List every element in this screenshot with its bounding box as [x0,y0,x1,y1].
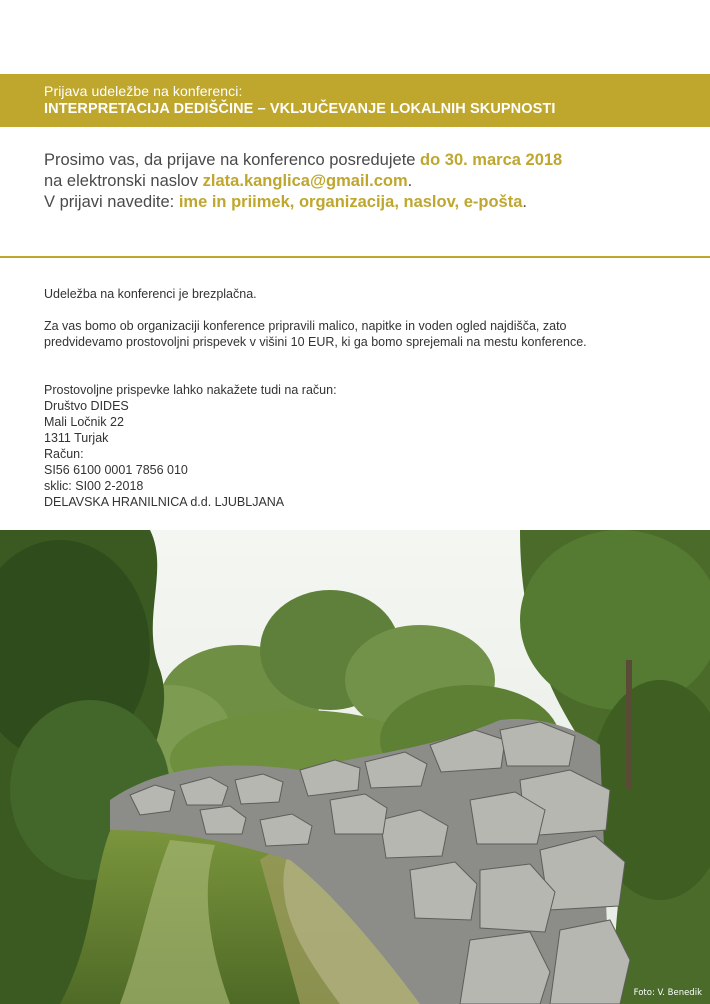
photo-credit: Foto: V. Benedik [633,988,702,998]
banner-subtitle: Prijava udeležbe na konferenci: [44,83,243,99]
org-city: 1311 Turjak [44,431,109,445]
account-label: Račun: [44,447,84,461]
contribution-text-2: predvidevamo prostovoljni prispevek v višini 10 EUR, ki ga bomo sprejemali na mestu konference. [44,335,587,349]
org-street: Mali Ločnik 22 [44,415,124,429]
instruction-text: Prosimo vas, da prijave na konferenco posredujete [44,151,421,169]
divider-line [0,256,710,258]
header-banner [0,74,710,127]
required-fields-highlight: ime in priimek, organizacija, naslov, e-pošta [178,193,523,211]
org-name: Društvo DIDES [44,399,129,413]
instruction-line-deadline [44,150,684,171]
punctuation: . [407,172,413,190]
deadline-highlight: do 30. marca 2018 [420,151,563,169]
instruction-line-fields [44,192,684,213]
bank-name: DELAVSKA HRANILNICA d.d. LJUBLJANA [44,495,285,509]
stone-wall-illustration [0,530,710,1004]
registration-instructions [44,150,684,213]
payment-reference: sklic: SI00 2-2018 [44,479,144,493]
banner-title: INTERPRETACIJA DEDIŠČINE – VKLJUČEVANJE LOKALNIH SKUPNOSTI [44,101,556,117]
account-number: SI56 6100 0001 7856 010 [44,463,188,477]
instruction-line-email [44,171,684,192]
contribution-text-1: Za vas bomo ob organizaciji konference pripravili malico, napitke in voden ogled najdišča, zato [44,319,567,333]
instruction-text: na elektronski naslov [44,172,203,190]
landscape-photo [0,530,710,1004]
payment-intro: Prostovoljne prispevke lahko nakažete tudi na račun: [44,383,337,397]
free-attendance-text: Udeležba na konferenci je brezplačna. [44,287,257,301]
details-section [44,286,684,510]
punctuation: . [522,193,527,211]
email-link[interactable]: zlata.kanglica@gmail.com [202,172,408,190]
instruction-text: V prijavi navedite: [44,193,179,211]
